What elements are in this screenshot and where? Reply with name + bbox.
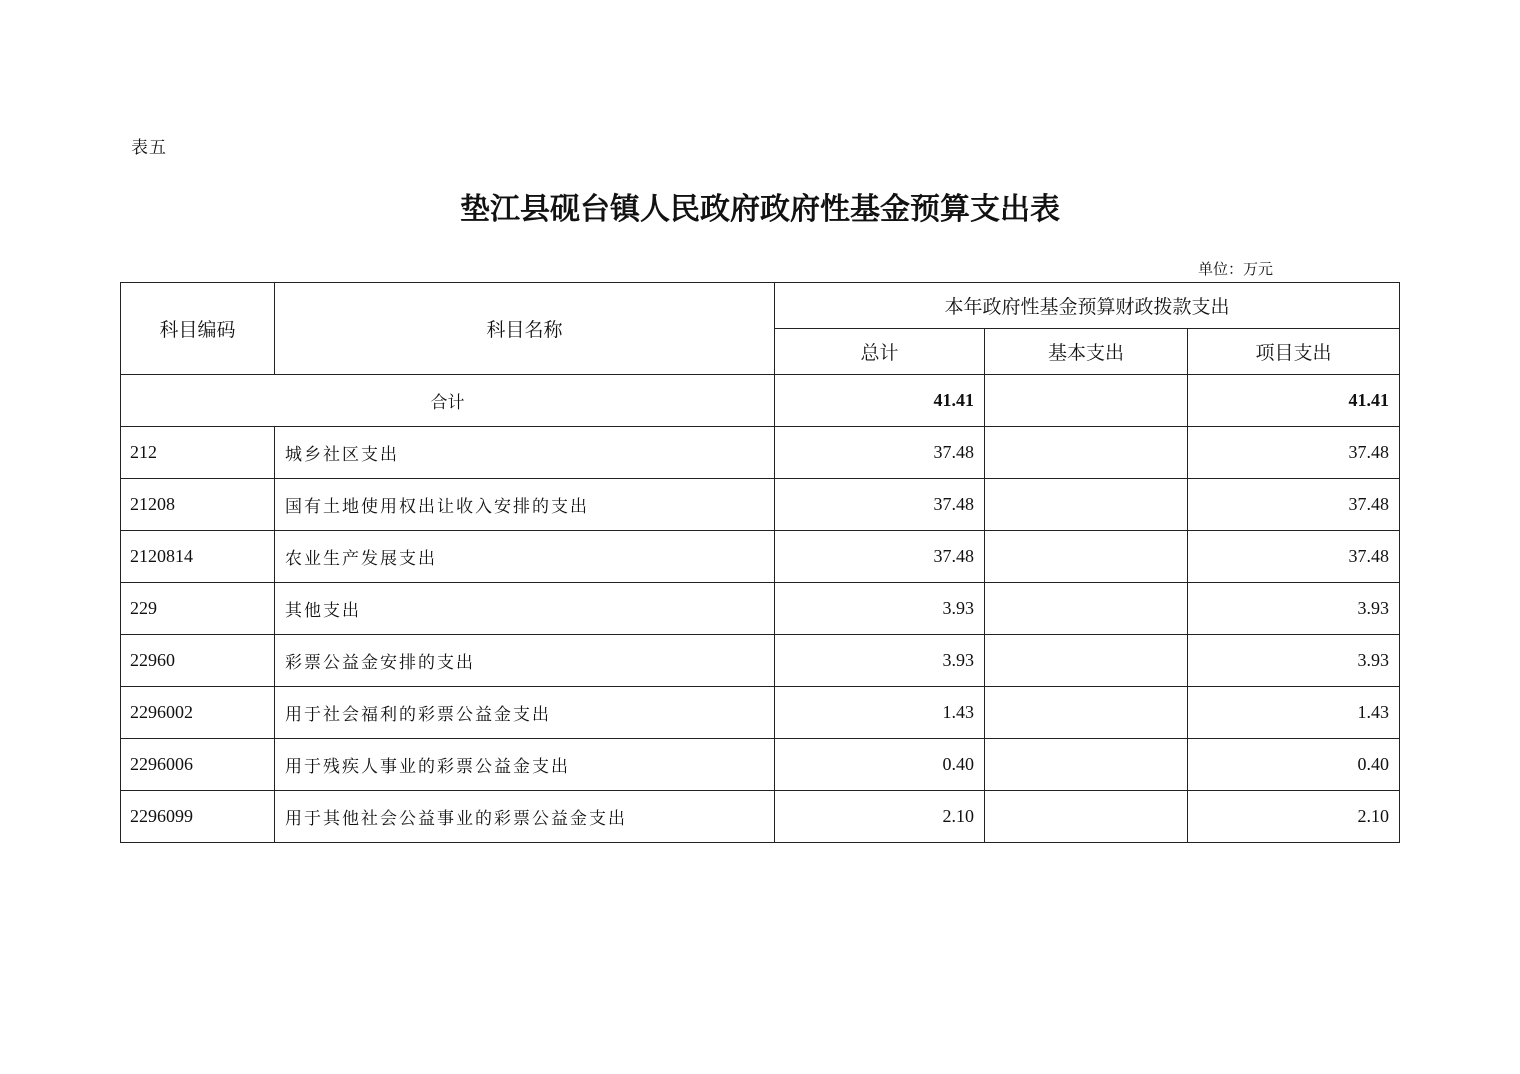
row-name: 农业生产发展支出 bbox=[275, 531, 775, 583]
row-total: 37.48 bbox=[775, 479, 985, 531]
row-name: 其他支出 bbox=[275, 583, 775, 635]
total-row-project: 41.41 bbox=[1188, 375, 1400, 427]
row-total: 37.48 bbox=[775, 427, 985, 479]
row-basic bbox=[985, 583, 1188, 635]
table-row bbox=[121, 479, 1400, 531]
row-name: 国有土地使用权出让收入安排的支出 bbox=[275, 479, 775, 531]
row-total: 1.43 bbox=[775, 687, 985, 739]
row-name: 用于其他社会公益事业的彩票公益金支出 bbox=[275, 791, 775, 843]
table-label: 表五 bbox=[131, 138, 167, 158]
total-row-label: 合计 bbox=[121, 375, 775, 427]
row-code: 2120814 bbox=[121, 531, 275, 583]
header-total: 总计 bbox=[775, 329, 985, 375]
header-group: 本年政府性基金预算财政拨款支出 bbox=[775, 283, 1400, 329]
row-code: 2296006 bbox=[121, 739, 275, 791]
row-code: 22960 bbox=[121, 635, 275, 687]
total-row-basic bbox=[985, 375, 1188, 427]
unit-label: 单位：万元 bbox=[1198, 260, 1274, 278]
row-name: 彩票公益金安排的支出 bbox=[275, 635, 775, 687]
row-total: 3.93 bbox=[775, 635, 985, 687]
row-basic bbox=[985, 635, 1188, 687]
table-row bbox=[121, 531, 1400, 583]
row-code: 229 bbox=[121, 583, 275, 635]
row-name: 用于残疾人事业的彩票公益金支出 bbox=[275, 739, 775, 791]
header-project: 项目支出 bbox=[1188, 329, 1400, 375]
row-project: 37.48 bbox=[1188, 531, 1400, 583]
row-basic bbox=[985, 791, 1188, 843]
row-total: 3.93 bbox=[775, 583, 985, 635]
row-total: 37.48 bbox=[775, 531, 985, 583]
header-code: 科目编码 bbox=[121, 283, 275, 375]
row-basic bbox=[985, 687, 1188, 739]
row-name: 用于社会福利的彩票公益金支出 bbox=[275, 687, 775, 739]
total-row bbox=[121, 375, 1400, 427]
table-row bbox=[121, 687, 1400, 739]
header-name: 科目名称 bbox=[275, 283, 775, 375]
row-project: 2.10 bbox=[1188, 791, 1400, 843]
header-basic: 基本支出 bbox=[985, 329, 1188, 375]
row-project: 37.48 bbox=[1188, 479, 1400, 531]
row-code: 2296099 bbox=[121, 791, 275, 843]
row-code: 212 bbox=[121, 427, 275, 479]
budget-table bbox=[120, 282, 1400, 843]
row-basic bbox=[985, 427, 1188, 479]
table-row bbox=[121, 427, 1400, 479]
table-row bbox=[121, 583, 1400, 635]
row-project: 37.48 bbox=[1188, 427, 1400, 479]
row-code: 21208 bbox=[121, 479, 275, 531]
row-project: 0.40 bbox=[1188, 739, 1400, 791]
table-row bbox=[121, 635, 1400, 687]
row-project: 3.93 bbox=[1188, 583, 1400, 635]
table-row bbox=[121, 791, 1400, 843]
row-total: 0.40 bbox=[775, 739, 985, 791]
row-project: 1.43 bbox=[1188, 687, 1400, 739]
table-row bbox=[121, 739, 1400, 791]
row-name: 城乡社区支出 bbox=[275, 427, 775, 479]
row-total: 2.10 bbox=[775, 791, 985, 843]
row-basic bbox=[985, 479, 1188, 531]
row-basic bbox=[985, 531, 1188, 583]
row-basic bbox=[985, 739, 1188, 791]
total-row-total: 41.41 bbox=[775, 375, 985, 427]
row-code: 2296002 bbox=[121, 687, 275, 739]
row-project: 3.93 bbox=[1188, 635, 1400, 687]
page-title: 垫江县砚台镇人民政府政府性基金预算支出表 bbox=[460, 192, 1060, 227]
